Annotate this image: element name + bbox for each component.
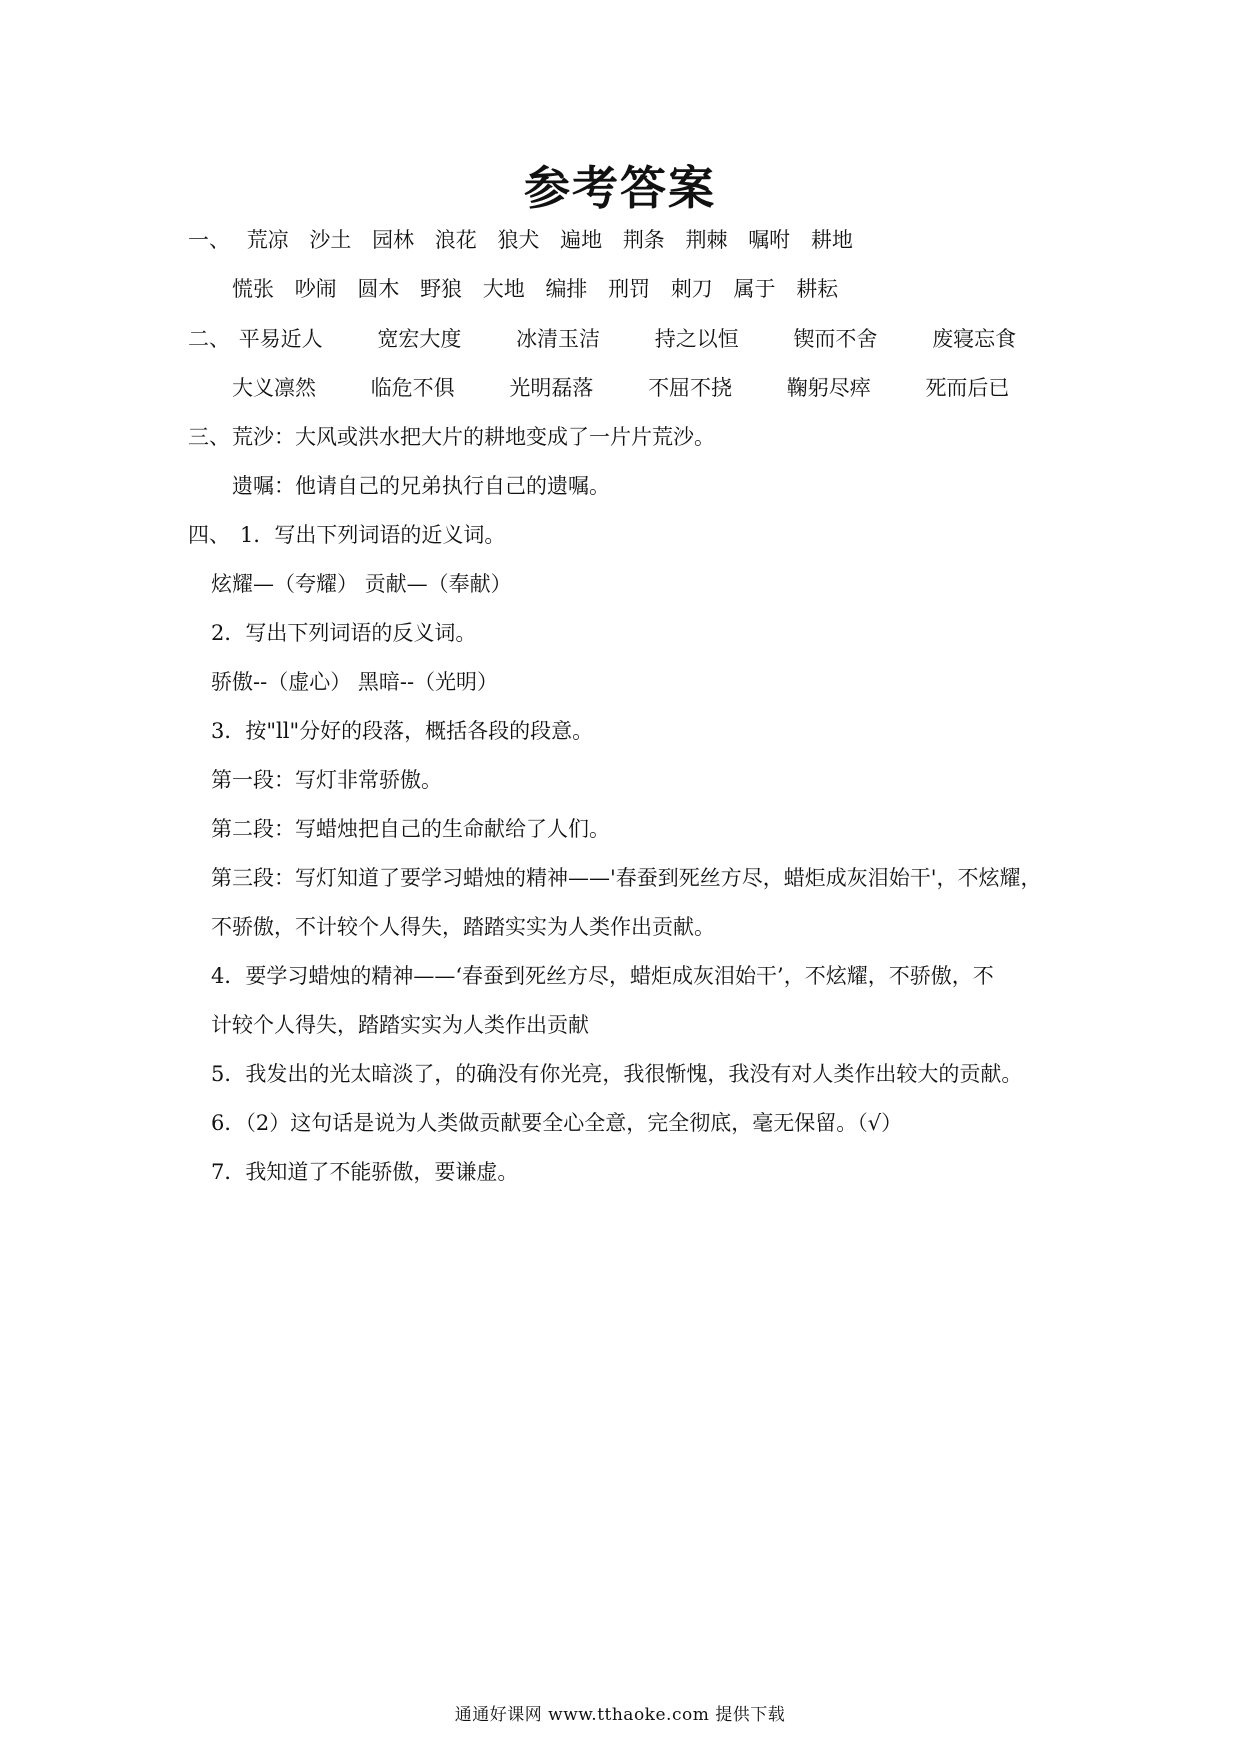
q3-title: 3．按"ll"分好的段落，概括各段的段意。 xyxy=(211,719,594,743)
section-1-words-row-2 xyxy=(232,277,838,301)
word: 圆木 xyxy=(357,277,400,301)
word: 吵闹 xyxy=(294,277,337,301)
word: 耕地 xyxy=(810,228,853,252)
sentence-huangsha: 荒沙：大风或洪水把大片的耕地变成了一片片荒沙。 xyxy=(232,425,715,449)
word: 编排 xyxy=(545,277,588,301)
q4-line-1: 4．要学习蜡烛的精神——‘春蚕到死丝方尽，蜡炬成灰泪始干’，不炫耀，不骄傲，不 xyxy=(211,964,994,988)
word: 刺刀 xyxy=(670,277,713,301)
q2-answer: 骄傲--（虚心） 黑暗--（光明） xyxy=(211,670,499,694)
section-4-prefix: 四、 xyxy=(188,523,230,547)
idiom: 死而后已 xyxy=(925,376,1010,400)
word: 荆条 xyxy=(622,228,665,252)
idiom: 光明磊落 xyxy=(509,376,594,400)
section-2-row-1 xyxy=(188,329,1016,350)
word: 嘱咐 xyxy=(748,228,791,252)
section-3-line-2: 遗嘱：他请自己的兄弟执行自己的遗嘱。 xyxy=(232,474,610,498)
word: 沙土 xyxy=(309,228,352,252)
q3-paragraph-3-line-2: 不骄傲，不计较个人得失，踏踏实实为人类作出贡献。 xyxy=(211,915,715,939)
section-1-row-2 xyxy=(232,279,838,300)
idiom: 不屈不挠 xyxy=(648,376,733,400)
idiom: 废寝忘食 xyxy=(932,327,1017,351)
section-2-prefix: 二、 xyxy=(188,327,230,351)
q4-line-2: 计较个人得失，踏踏实实为人类作出贡献 xyxy=(211,1013,589,1037)
section-1-words-row-1 xyxy=(247,228,853,252)
idiom: 锲而不舍 xyxy=(793,327,878,351)
section-3-prefix: 三、 xyxy=(188,425,230,449)
idiom: 冰清玉洁 xyxy=(516,327,601,351)
q2-title: 2．写出下列词语的反义词。 xyxy=(211,621,477,645)
q6: 6．（2）这句话是说为人类做贡献要全心全意，完全彻底，毫无保留。（√） xyxy=(211,1111,903,1135)
idiom: 持之以恒 xyxy=(654,327,739,351)
q5: 5．我发出的光太暗淡了，的确没有你光亮，我很惭愧，我没有对人类作出较大的贡献。 xyxy=(211,1062,1023,1086)
word: 大地 xyxy=(482,277,525,301)
q7: 7．我知道了不能骄傲，要谦虚。 xyxy=(211,1160,519,1184)
idiom: 平易近人 xyxy=(238,327,323,351)
word: 刑罚 xyxy=(608,277,651,301)
section-2-row-2 xyxy=(232,378,1009,399)
word: 慌张 xyxy=(232,277,274,301)
section-1-row-1 xyxy=(188,230,853,251)
q1-title: 1．写出下列词语的近义词。 xyxy=(240,523,506,547)
section-3-line-1 xyxy=(188,427,715,448)
word: 野狼 xyxy=(420,277,463,301)
q1-answer: 炫耀—（夸耀） 贡献—（奉献） xyxy=(211,572,512,596)
word: 属于 xyxy=(733,277,776,301)
idiom: 临危不俱 xyxy=(370,376,455,400)
section-4-q1-title xyxy=(188,525,505,546)
idiom: 宽宏大度 xyxy=(377,327,462,351)
idiom: 大义凛然 xyxy=(232,376,316,400)
word: 荆棘 xyxy=(685,228,728,252)
word: 荒凉 xyxy=(246,228,289,252)
q3-paragraph-2: 第二段：写蜡烛把自己的生命献给了人们。 xyxy=(211,817,610,841)
q3-paragraph-1: 第一段：写灯非常骄傲。 xyxy=(211,768,442,792)
section-2-words-row-1 xyxy=(239,327,1016,351)
footer-credit: 通通好课网 www.tthaoke.com 提供下载 xyxy=(454,1705,786,1725)
word: 狼犬 xyxy=(497,228,540,252)
q3-paragraph-3-line-1: 第三段：写灯知道了要学习蜡烛的精神——'春蚕到死丝方尽，蜡炬成灰泪始干'，不炫耀， xyxy=(211,866,1042,890)
word: 遍地 xyxy=(560,228,603,252)
word: 耕耘 xyxy=(796,277,839,301)
section-2-words-row-2 xyxy=(232,376,1009,400)
section-1-prefix: 一、 xyxy=(188,228,230,252)
idiom: 鞠躬尽瘁 xyxy=(786,376,871,400)
word: 园林 xyxy=(372,228,415,252)
page-title: 参考答案 xyxy=(524,161,716,215)
word: 浪花 xyxy=(434,228,477,252)
